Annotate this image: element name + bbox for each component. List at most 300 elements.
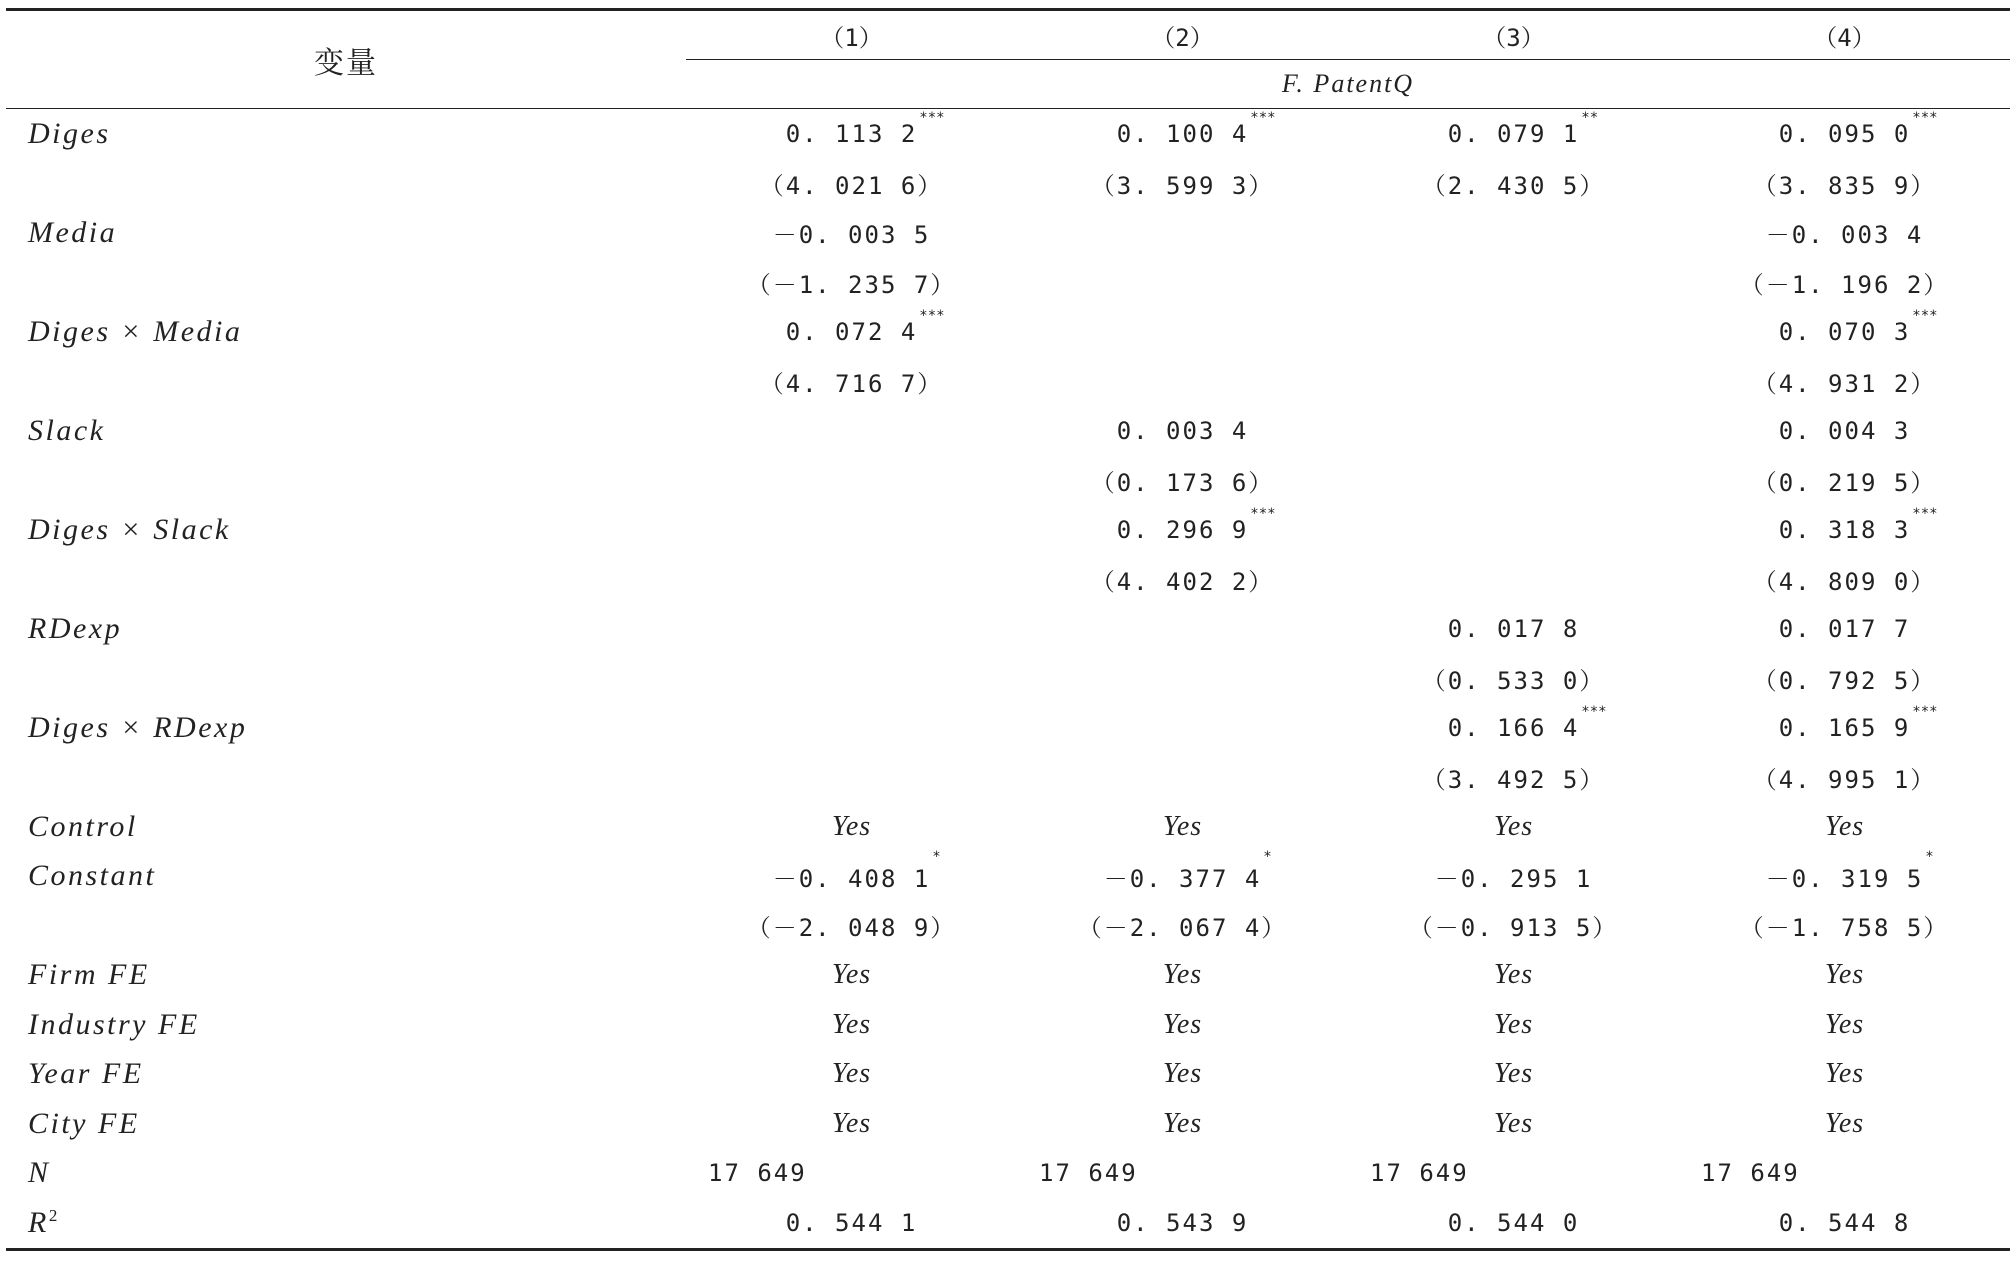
- table-row: [6, 456, 2010, 506]
- regression-table-container: [6, 8, 2010, 1251]
- significance-stars: *: [1263, 848, 1272, 865]
- cell-value: [1494, 1108, 1533, 1139]
- cell-value: [1422, 661, 1606, 696]
- cell-value: [1740, 908, 1950, 943]
- table-row: [6, 1198, 2010, 1249]
- cell-value: [1494, 959, 1533, 990]
- cell-value-text: 0. 072 4: [785, 317, 918, 346]
- table-cell: [686, 1149, 1017, 1199]
- row-label: [6, 505, 686, 555]
- row-label: [6, 901, 686, 951]
- cell-value: [1825, 811, 1864, 842]
- table-row: [6, 109, 2010, 159]
- row-label: [6, 852, 686, 902]
- cell-value-text: Yes: [1824, 959, 1865, 991]
- cell-value: [1778, 505, 1938, 544]
- row-label: [6, 1050, 686, 1100]
- cell-value: [1753, 562, 1937, 597]
- row-label: [6, 258, 686, 308]
- table-row: [6, 654, 2010, 704]
- cell-value-text: Yes: [831, 810, 872, 842]
- table-cell: [1017, 307, 1348, 357]
- table-row: [6, 1050, 2010, 1100]
- table-cell: [1348, 654, 1679, 704]
- cell-value-text: （0. 173 6）: [1090, 468, 1275, 497]
- row-label-text: Diges × Slack: [28, 512, 231, 546]
- significance-stars: ***: [1912, 505, 1938, 522]
- cell-value: [1116, 505, 1276, 544]
- cell-value-text: Yes: [831, 1058, 872, 1090]
- cell-value-text: （3. 599 3）: [1090, 171, 1275, 200]
- row-label: [6, 159, 686, 209]
- cell-value-text: （4. 021 6）: [759, 171, 944, 200]
- cell-value-text: Yes: [831, 1107, 872, 1139]
- table-row: [6, 208, 2010, 258]
- cell-value: [1422, 166, 1606, 201]
- row-label-text: Diges: [28, 116, 111, 150]
- cell-value: [1778, 109, 1938, 148]
- table-cell: [686, 901, 1017, 951]
- cell-value-text: Yes: [1493, 1008, 1534, 1040]
- table-cell: [686, 456, 1017, 506]
- significance-stars: ***: [1250, 109, 1276, 126]
- cell-value: [1779, 1209, 1911, 1237]
- cell-value: [1117, 417, 1249, 445]
- cell-value-text: （－2. 048 9）: [746, 914, 957, 943]
- cell-value-text: （－1. 196 2）: [1739, 270, 1950, 299]
- table-cell: [1017, 901, 1348, 951]
- cell-value: [1091, 166, 1275, 201]
- cell-value: [1825, 959, 1864, 990]
- table-cell: [1348, 555, 1679, 605]
- cell-value-text: －0. 377 4: [1103, 864, 1262, 893]
- table-cell: [1017, 357, 1348, 407]
- cell-value: [773, 215, 931, 250]
- cell-value-text: －0. 003 4: [1765, 221, 1924, 250]
- table-row: [6, 555, 2010, 605]
- table-cell: [1348, 406, 1679, 456]
- table-cell: [1679, 505, 2010, 555]
- cell-value: [1370, 1159, 1469, 1187]
- table-row: [6, 604, 2010, 654]
- table-cell: [1679, 406, 2010, 456]
- table-cell: [1017, 406, 1348, 456]
- row-label: [6, 802, 686, 852]
- table-cell: [1348, 604, 1679, 654]
- table-cell: [1679, 159, 2010, 209]
- cell-value: [1825, 1009, 1864, 1040]
- cell-value: [760, 166, 944, 201]
- cell-value-text: （4. 931 2）: [1752, 369, 1937, 398]
- cell-value-text: Yes: [1162, 959, 1203, 991]
- cell-value: [1409, 908, 1619, 943]
- cell-value-text: Yes: [1493, 1107, 1534, 1139]
- table-cell: [1017, 555, 1348, 605]
- cell-value: [1753, 661, 1937, 696]
- table-row: [6, 802, 2010, 852]
- table-cell: [686, 703, 1017, 753]
- table-cell: [686, 1050, 1017, 1100]
- regression-table: [6, 8, 2010, 1251]
- table-cell: [1017, 456, 1348, 506]
- significance-stars: *: [932, 848, 941, 865]
- table-cell: [1017, 109, 1348, 159]
- column-header: （2）: [1017, 10, 1348, 60]
- cell-value: [772, 848, 941, 894]
- table-cell: [1017, 802, 1348, 852]
- cell-value: [1422, 760, 1606, 795]
- table-cell: [1348, 852, 1679, 902]
- table-cell: [1017, 1050, 1348, 1100]
- cell-value-text: 0. 544 1: [785, 1208, 918, 1237]
- cell-value: [1163, 959, 1202, 990]
- table-row: [6, 703, 2010, 753]
- cell-value-text: （0. 219 5）: [1752, 468, 1937, 497]
- cell-value-text: （－2. 067 4）: [1077, 914, 1288, 943]
- stub-header: 变量: [314, 45, 378, 81]
- significance-stars: ***: [1912, 307, 1938, 324]
- table-row: [6, 406, 2010, 456]
- cell-value-text: （4. 995 1）: [1752, 765, 1937, 794]
- table-cell: [1348, 1099, 1679, 1149]
- table-cell: [686, 505, 1017, 555]
- cell-value: [1825, 1058, 1864, 1089]
- cell-value-text: 17 649: [1701, 1159, 1800, 1188]
- table-cell: [686, 357, 1017, 407]
- cell-value-text: 0. 017 8: [1447, 614, 1580, 643]
- cell-value-text: （2. 430 5）: [1421, 171, 1606, 200]
- row-label: [6, 1149, 686, 1199]
- cell-value-text: －0. 319 5: [1765, 864, 1924, 893]
- row-label-text: Control: [28, 809, 138, 843]
- cell-value-text: 0. 543 9: [1116, 1208, 1249, 1237]
- cell-value-text: （0. 533 0）: [1421, 666, 1606, 695]
- cell-value-text: 0. 100 4: [1116, 119, 1249, 148]
- significance-stars: **: [1581, 109, 1599, 126]
- cell-value-text: Yes: [1493, 1058, 1534, 1090]
- table-cell: [686, 753, 1017, 803]
- column-header: （1）: [686, 10, 1017, 60]
- cell-value-text: Yes: [1824, 1008, 1865, 1040]
- cell-value: [1116, 109, 1276, 148]
- cell-value: [1778, 703, 1938, 742]
- table-cell: [1017, 258, 1348, 308]
- row-label-text: Diges × RDexp: [28, 710, 248, 744]
- table-row: [6, 901, 2010, 951]
- table-cell: [1017, 1149, 1348, 1199]
- table-cell: [686, 555, 1017, 605]
- cell-value: [785, 307, 945, 346]
- cell-value: [1825, 1108, 1864, 1139]
- cell-value-text: 0. 095 0: [1778, 119, 1911, 148]
- table-cell: [1017, 1000, 1348, 1050]
- row-label: [6, 406, 686, 456]
- row-label-text: Constant: [28, 859, 157, 893]
- row-label: [6, 1198, 686, 1249]
- table-cell: [1679, 307, 2010, 357]
- cell-value-text: 0. 003 4: [1116, 416, 1249, 445]
- cell-value: [1753, 760, 1937, 795]
- table-cell: [1348, 307, 1679, 357]
- cell-value: [1163, 811, 1202, 842]
- cell-value-text: 0. 318 3: [1778, 515, 1911, 544]
- column-header: （3）: [1348, 10, 1679, 60]
- table-cell: [686, 951, 1017, 1001]
- cell-value-text: 0. 296 9: [1116, 515, 1249, 544]
- cell-value-text: Yes: [1493, 810, 1534, 842]
- row-label: [6, 951, 686, 1001]
- table-cell: [1679, 1149, 2010, 1199]
- cell-value: [1753, 364, 1937, 399]
- table-cell: [686, 258, 1017, 308]
- table-cell: [1348, 505, 1679, 555]
- table-row: [6, 753, 2010, 803]
- table-cell: [1348, 703, 1679, 753]
- table-row: [6, 357, 2010, 407]
- table-cell: [686, 848, 1017, 902]
- row-label-text: Year FE: [28, 1057, 144, 1091]
- row-label: [6, 456, 686, 506]
- cell-value-text: 0. 166 4: [1447, 713, 1580, 742]
- significance-stars: ***: [919, 109, 945, 126]
- table-cell: [1348, 159, 1679, 209]
- cell-value: [1740, 265, 1950, 300]
- table-cell: [1017, 951, 1348, 1001]
- cell-value-text: （－1. 235 7）: [746, 270, 957, 299]
- cell-value: [1701, 1159, 1800, 1187]
- cell-value: [1753, 463, 1937, 498]
- row-label: [6, 1099, 686, 1149]
- table-body: [6, 109, 2010, 1250]
- table-cell: [686, 1099, 1017, 1149]
- cell-value-text: （3. 492 5）: [1421, 765, 1606, 794]
- row-label: [6, 703, 686, 753]
- significance-stars: ***: [919, 307, 945, 324]
- table-cell: [686, 654, 1017, 704]
- column-header: （4）: [1679, 10, 2010, 60]
- table-row: [6, 951, 2010, 1001]
- table-row: [6, 505, 2010, 555]
- significance-stars: ***: [1912, 109, 1938, 126]
- cell-value: [1779, 615, 1911, 643]
- cell-value: [1117, 1209, 1249, 1237]
- cell-value: [1091, 463, 1275, 498]
- table-cell: [1017, 654, 1348, 704]
- table-cell: [1348, 1198, 1679, 1249]
- cell-value: [1448, 1209, 1580, 1237]
- cell-value: [785, 109, 945, 148]
- cell-value: [1103, 848, 1272, 894]
- table-cell: [1017, 208, 1348, 258]
- table-cell: [1679, 456, 2010, 506]
- table-row: [6, 307, 2010, 357]
- table-cell: [1679, 1099, 2010, 1149]
- cell-value-text: Yes: [1162, 810, 1203, 842]
- cell-value: [832, 1009, 871, 1040]
- table-cell: [1679, 357, 2010, 407]
- table-cell: [1679, 703, 2010, 753]
- row-label: [6, 208, 686, 258]
- row-label-superscript: 2: [48, 1205, 60, 1225]
- table-cell: [1348, 753, 1679, 803]
- cell-value-text: Yes: [831, 1008, 872, 1040]
- cell-value: [760, 364, 944, 399]
- cell-value: [1779, 417, 1911, 445]
- table-cell: [686, 604, 1017, 654]
- cell-value-text: 0. 113 2: [785, 119, 918, 148]
- table-cell: [1348, 951, 1679, 1001]
- table-row: [6, 1149, 2010, 1199]
- row-label-text: Media: [28, 215, 118, 249]
- row-label: [6, 753, 686, 803]
- table-cell: [686, 1000, 1017, 1050]
- cell-value: [1078, 908, 1288, 943]
- cell-value-text: 0. 004 3: [1778, 416, 1911, 445]
- cell-value: [786, 1209, 918, 1237]
- row-label-text: R: [28, 1205, 49, 1239]
- cell-value-text: －0. 295 1: [1434, 864, 1593, 893]
- cell-value-text: （0. 792 5）: [1752, 666, 1937, 695]
- cell-value: [832, 1108, 871, 1139]
- table-cell: [1348, 258, 1679, 308]
- table-cell: [686, 159, 1017, 209]
- table-cell: [1017, 159, 1348, 209]
- cell-value-text: （4. 402 2）: [1090, 567, 1275, 596]
- table-cell: [1679, 555, 2010, 605]
- table-cell: [1017, 1099, 1348, 1149]
- cell-value-text: Yes: [1824, 810, 1865, 842]
- table-cell: [1679, 951, 2010, 1001]
- table-cell: [1017, 848, 1348, 902]
- cell-value: [1494, 1009, 1533, 1040]
- significance-stars: *: [1925, 848, 1934, 865]
- table-cell: [1679, 208, 2010, 258]
- table-cell: [1679, 753, 2010, 803]
- table-cell: [686, 406, 1017, 456]
- cell-value: [1753, 166, 1937, 201]
- table-cell: [1348, 357, 1679, 407]
- dependent-variable-header: F. PatentQ: [1281, 69, 1415, 98]
- cell-value-text: （－0. 913 5）: [1408, 914, 1619, 943]
- cell-value: [1435, 859, 1593, 894]
- cell-value: [1766, 215, 1924, 250]
- row-label-text: Diges × Media: [28, 314, 243, 348]
- cell-value-text: Yes: [1162, 1058, 1203, 1090]
- cell-value: [1163, 1009, 1202, 1040]
- table-cell: [1348, 1000, 1679, 1050]
- cell-value-text: 0. 017 7: [1778, 614, 1911, 643]
- row-label-text: Firm FE: [28, 958, 150, 992]
- cell-value: [708, 1159, 807, 1187]
- table-row: [6, 258, 2010, 308]
- cell-value: [1447, 109, 1599, 148]
- cell-value: [1448, 615, 1580, 643]
- table-row: [6, 1000, 2010, 1050]
- table-cell: [686, 109, 1017, 159]
- row-label: [6, 357, 686, 407]
- significance-stars: ***: [1912, 703, 1938, 720]
- table-cell: [1017, 604, 1348, 654]
- cell-value: [832, 811, 871, 842]
- table-cell: [1679, 604, 2010, 654]
- cell-value-text: 17 649: [708, 1159, 807, 1188]
- cell-value-text: －0. 003 5: [772, 221, 931, 250]
- cell-value-text: 0. 544 8: [1778, 1208, 1911, 1237]
- significance-stars: ***: [1250, 505, 1276, 522]
- row-label: [6, 109, 686, 159]
- cell-value: [1765, 848, 1934, 894]
- table-cell: [1679, 109, 2010, 159]
- table-cell: [1017, 505, 1348, 555]
- cell-value-text: Yes: [1162, 1107, 1203, 1139]
- row-label-text: RDexp: [28, 611, 123, 645]
- row-label-text: Industry FE: [28, 1007, 200, 1041]
- table-cell: [1017, 753, 1348, 803]
- table-cell: [1017, 703, 1348, 753]
- row-label: [6, 604, 686, 654]
- cell-value-text: Yes: [831, 959, 872, 991]
- cell-value: [747, 265, 957, 300]
- cell-value: [1447, 703, 1607, 742]
- cell-value: [1039, 1159, 1138, 1187]
- table-cell: [686, 802, 1017, 852]
- table-cell: [686, 208, 1017, 258]
- row-label: [6, 555, 686, 605]
- cell-value-text: （4. 809 0）: [1752, 567, 1937, 596]
- row-label: [6, 1000, 686, 1050]
- table-cell: [1348, 456, 1679, 506]
- cell-value: [1778, 307, 1938, 346]
- row-label: [6, 307, 686, 357]
- table-cell: [1679, 1000, 2010, 1050]
- cell-value-text: （－1. 758 5）: [1739, 914, 1950, 943]
- table-cell: [686, 307, 1017, 357]
- table-cell: [1679, 654, 2010, 704]
- table-cell: [1679, 901, 2010, 951]
- cell-value-text: （4. 716 7）: [759, 369, 944, 398]
- cell-value-text: 0. 544 0: [1447, 1208, 1580, 1237]
- row-label-text: N: [28, 1156, 51, 1190]
- table-cell: [1348, 208, 1679, 258]
- table-cell: [686, 1198, 1017, 1249]
- table-cell: [1017, 1198, 1348, 1249]
- table-cell: [1348, 109, 1679, 159]
- table-row: [6, 159, 2010, 209]
- table-cell: [1679, 802, 2010, 852]
- table-cell: [1679, 848, 2010, 902]
- cell-value-text: 0. 079 1: [1447, 119, 1580, 148]
- table-cell: [1348, 1149, 1679, 1199]
- row-label: [6, 654, 686, 704]
- cell-value: [1494, 1058, 1533, 1089]
- cell-value-text: 0. 165 9: [1778, 713, 1911, 742]
- cell-value-text: （3. 835 9）: [1752, 171, 1937, 200]
- cell-value: [1163, 1058, 1202, 1089]
- cell-value: [1494, 811, 1533, 842]
- cell-value-text: Yes: [1493, 959, 1534, 991]
- table-cell: [1348, 1050, 1679, 1100]
- cell-value-text: Yes: [1824, 1058, 1865, 1090]
- table-row: [6, 1099, 2010, 1149]
- cell-value: [1163, 1108, 1202, 1139]
- cell-value-text: －0. 408 1: [772, 864, 931, 893]
- table-cell: [1679, 1198, 2010, 1249]
- row-label-text: City FE: [28, 1106, 140, 1140]
- cell-value-text: 0. 070 3: [1778, 317, 1911, 346]
- row-label-text: Slack: [28, 413, 106, 447]
- table-cell: [1679, 1050, 2010, 1100]
- cell-value: [832, 959, 871, 990]
